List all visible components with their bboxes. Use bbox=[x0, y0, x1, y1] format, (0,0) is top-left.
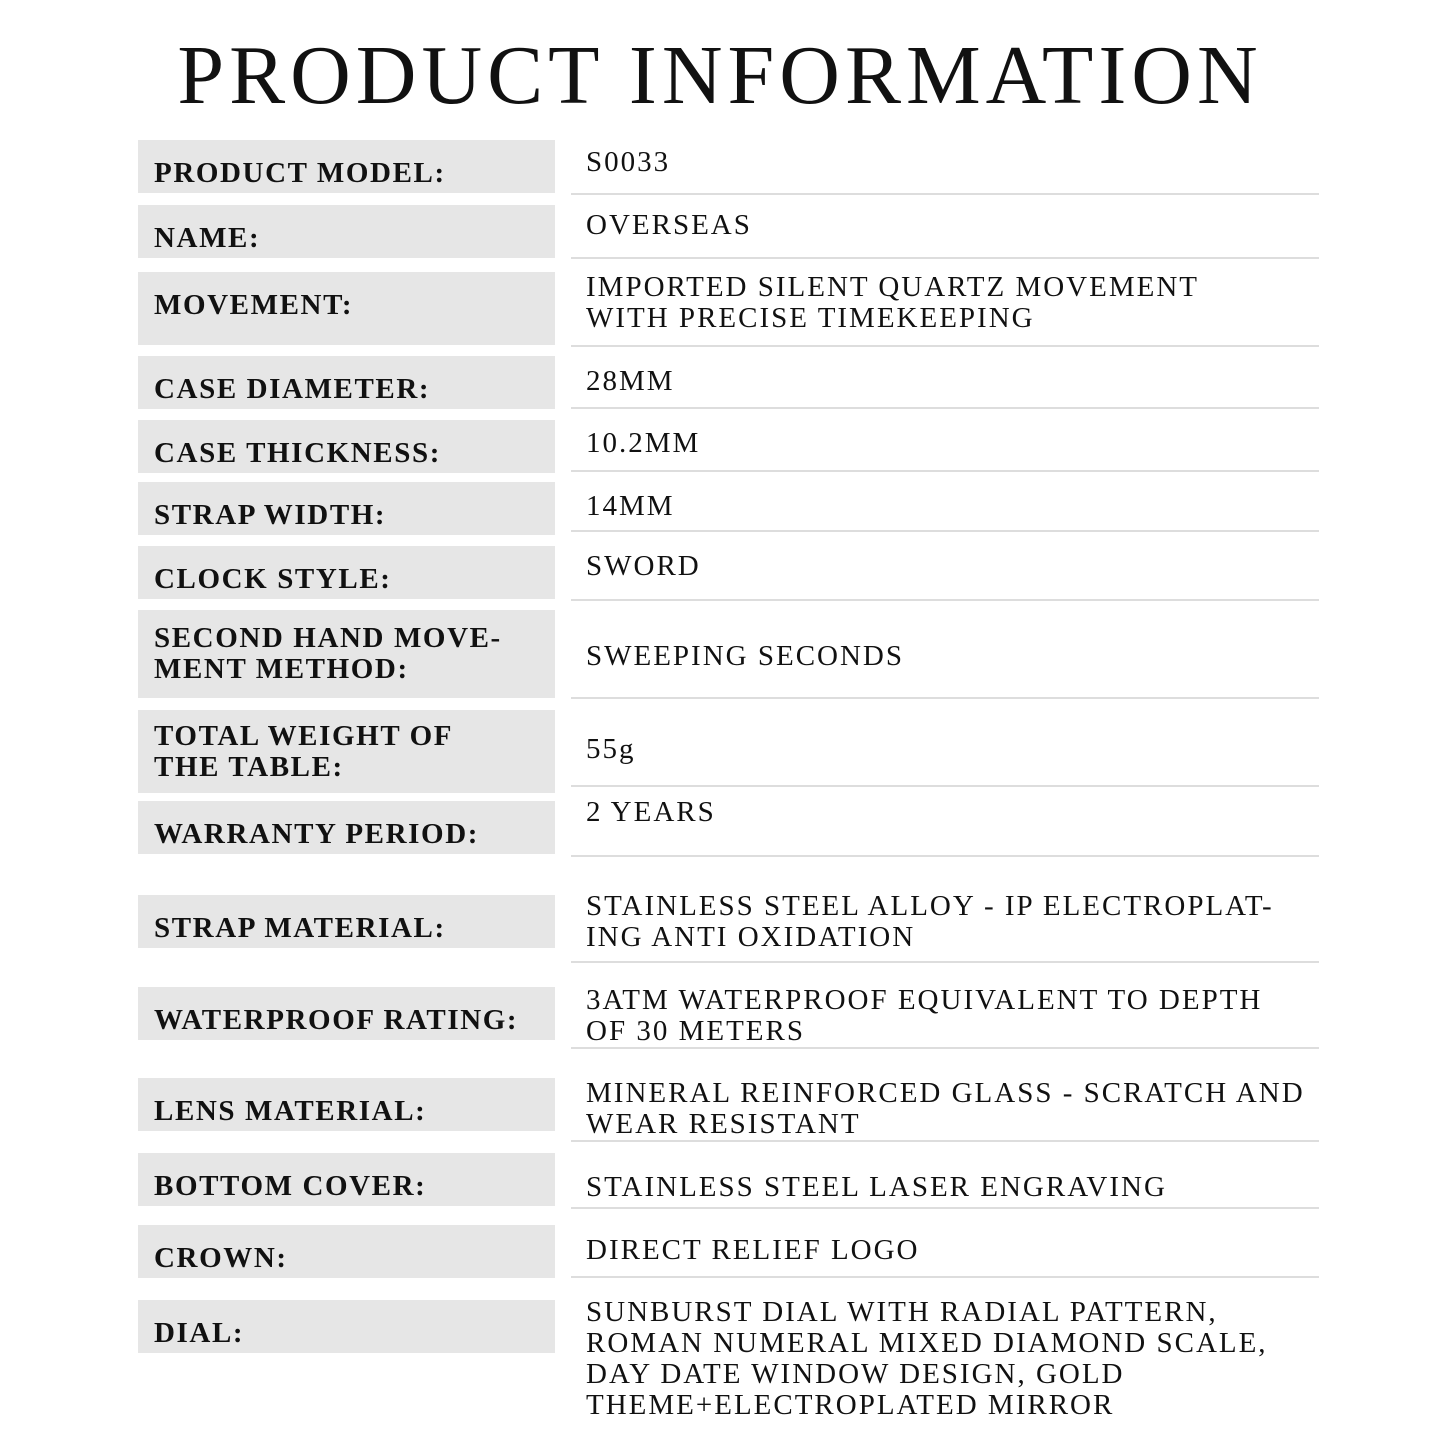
spec-label-line: STRAP MATERIAL: bbox=[154, 912, 446, 944]
spec-label-line: MOVEMENT: bbox=[154, 289, 354, 321]
spec-label-line: STRAP WIDTH: bbox=[154, 499, 387, 531]
spec-label bbox=[138, 801, 555, 854]
spec-value: OVERSEAS bbox=[586, 209, 752, 241]
row-divider bbox=[571, 407, 1319, 409]
row-divider bbox=[571, 1276, 1319, 1278]
row-divider bbox=[571, 697, 1319, 699]
spec-value: SWEEPING SECONDS bbox=[586, 640, 904, 672]
spec-label bbox=[138, 1153, 555, 1206]
spec-value: 55g bbox=[586, 733, 636, 765]
spec-label bbox=[138, 420, 555, 473]
spec-label-line: CASE DIAMETER: bbox=[154, 373, 431, 405]
spec-label bbox=[138, 1225, 555, 1278]
spec-value: IMPORTED SILENT QUARTZ MOVEMENT WITH PRECISE TIMEKEEPING bbox=[586, 271, 1199, 334]
row-divider bbox=[571, 345, 1319, 347]
spec-label bbox=[138, 1300, 555, 1353]
spec-label bbox=[138, 610, 555, 698]
spec-value: 14MM bbox=[586, 490, 675, 522]
row-divider bbox=[571, 961, 1319, 963]
spec-label bbox=[138, 272, 555, 345]
spec-value: 10.2MM bbox=[586, 427, 701, 459]
spec-value: STAINLESS STEEL LASER ENGRAVING bbox=[586, 1171, 1167, 1203]
page-title: PRODUCT INFORMATION bbox=[177, 29, 1263, 122]
spec-label bbox=[138, 482, 555, 535]
spec-label-line: PRODUCT MODEL: bbox=[154, 157, 446, 189]
spec-label-line: DIAL: bbox=[154, 1317, 245, 1349]
spec-label bbox=[138, 356, 555, 409]
spec-label bbox=[138, 1078, 555, 1131]
spec-value: S0033 bbox=[586, 146, 671, 178]
spec-label-line: THE TABLE: bbox=[154, 750, 344, 783]
spec-value: STAINLESS STEEL ALLOY - IP ELECTROPLAT- ING ANTI OXIDATION bbox=[586, 890, 1274, 953]
spec-value: DIRECT RELIEF LOGO bbox=[586, 1234, 920, 1266]
row-divider bbox=[571, 599, 1319, 601]
row-divider bbox=[571, 1047, 1319, 1049]
spec-label-line: CASE THICKNESS: bbox=[154, 437, 441, 469]
spec-label-line: WARRANTY PERIOD: bbox=[154, 818, 480, 850]
row-divider bbox=[571, 530, 1319, 532]
spec-label bbox=[138, 987, 555, 1040]
row-divider bbox=[571, 785, 1319, 787]
spec-label-line: MENT METHOD: bbox=[154, 653, 409, 685]
spec-label-line: BOTTOM COVER: bbox=[154, 1170, 427, 1202]
row-divider bbox=[571, 470, 1319, 472]
spec-label-line: NAME: bbox=[154, 222, 261, 254]
spec-value: 3ATM WATERPROOF EQUIVALENT TO DEPTH OF 30 METERS bbox=[586, 984, 1263, 1047]
spec-label bbox=[138, 546, 555, 599]
row-divider bbox=[571, 1207, 1319, 1209]
row-divider bbox=[571, 855, 1319, 857]
spec-label-line: CROWN: bbox=[154, 1242, 288, 1274]
spec-label-line: LENS MATERIAL: bbox=[154, 1095, 427, 1127]
row-divider bbox=[571, 193, 1319, 195]
spec-label bbox=[138, 205, 555, 258]
spec-value: SUNBURST DIAL WITH RADIAL PATTERN, ROMAN NUMERAL MIXED DIAMOND SCALE, DAY DATE WINDOW DESIGN, GOLD THEME+ELECTROPLATED MIRROR bbox=[586, 1296, 1268, 1421]
spec-value: MINERAL REINFORCED GLASS - SCRATCH AND WEAR RESISTANT bbox=[586, 1077, 1305, 1140]
spec-value: 2 YEARS bbox=[586, 796, 716, 828]
spec-value: SWORD bbox=[586, 550, 701, 582]
spec-label-line: WATERPROOF RATING: bbox=[154, 1004, 519, 1036]
spec-label-line: SECOND HAND MOVE- bbox=[154, 622, 502, 654]
spec-label bbox=[138, 895, 555, 948]
row-divider bbox=[571, 1140, 1319, 1142]
spec-label bbox=[138, 710, 555, 793]
spec-label bbox=[138, 140, 555, 193]
spec-label-line: TOTAL WEIGHT OF bbox=[154, 719, 454, 752]
spec-label-line: CLOCK STYLE: bbox=[154, 563, 392, 595]
spec-value: 28MM bbox=[586, 365, 675, 397]
row-divider bbox=[571, 257, 1319, 259]
